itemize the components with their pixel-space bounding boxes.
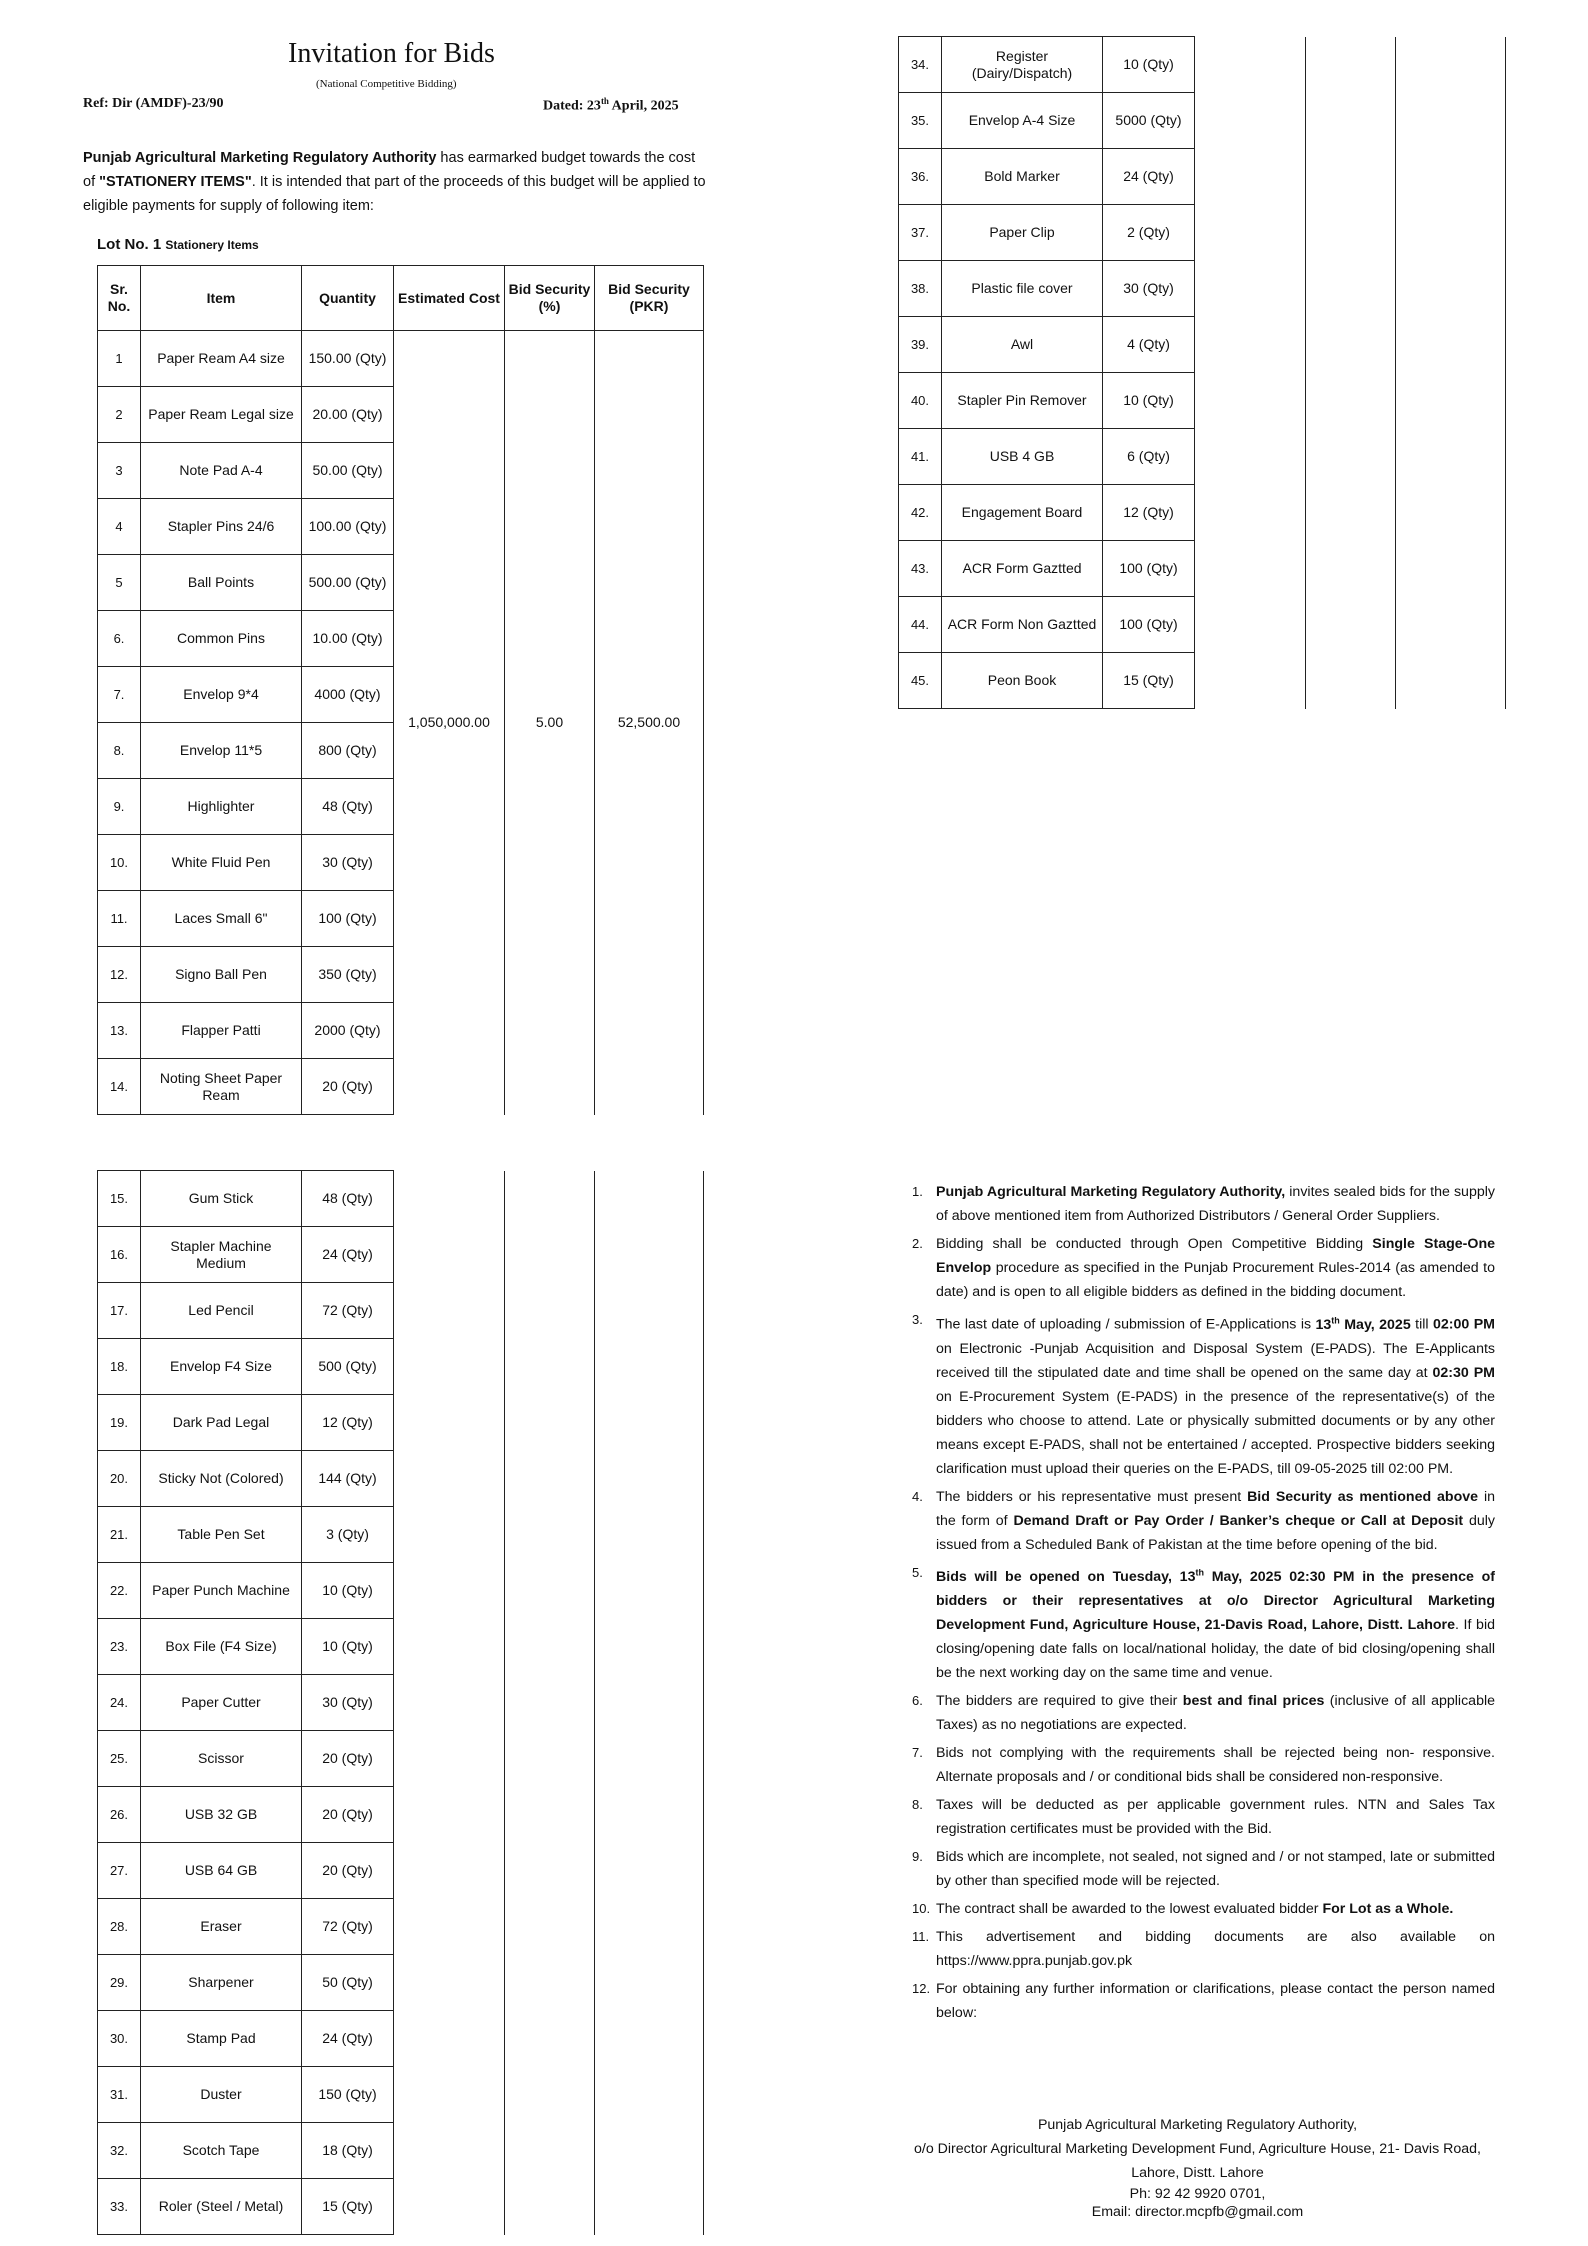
quantity-cell: 10 (Qty)	[1103, 373, 1195, 429]
sr-cell: 11.	[98, 891, 141, 947]
sr-cell: 34.	[899, 37, 942, 93]
item-cell: Stamp Pad	[141, 2011, 302, 2067]
table-row	[899, 373, 1506, 429]
quantity-cell: 100 (Qty)	[1103, 597, 1195, 653]
quantity-cell: 100 (Qty)	[1103, 541, 1195, 597]
bid-items-table-part1	[97, 265, 704, 1115]
item-cell: Paper Ream A4 size	[141, 331, 302, 387]
item-cell: USB 4 GB	[942, 429, 1103, 485]
sr-cell: 10.	[98, 835, 141, 891]
item-cell: Duster	[141, 2067, 302, 2123]
table-row	[899, 653, 1506, 709]
sr-cell: 18.	[98, 1339, 141, 1395]
sr-cell: 3	[98, 443, 141, 499]
empty-cell	[394, 1339, 505, 1395]
contact-block	[900, 2113, 1495, 2221]
quantity-cell: 350 (Qty)	[302, 947, 394, 1003]
empty-cell	[1396, 373, 1506, 429]
term-item: 6. The bidders are required to give their best and final prices (inclusive of all applicable Taxes) as no negotiations are expected.	[912, 1693, 1496, 1734]
item-cell: Dark Pad Legal	[141, 1395, 302, 1451]
header-quantity: Quantity	[302, 266, 394, 331]
term-item: 3. The last date of uploading / submission of E-Applications is 13th May, 2025 till 02:00 PM on Electronic -Punjab Acquisition and Disposal System (E-PADS). The E-Applicants received till the stipulated date and time shall be opened on the same day at 02:30 PM on E-Procurement System (E-PADS) in the presence of the representative(s) of the bidders who choose to attend. Late or physically submitted documents or by any other means except E-PADS, shall not be entertained / accepted. Prospective bidders seeking clarification must upload their queries on the E-PADS, till 09-05-2025 till 02:00 PM.	[912, 1312, 1495, 1477]
item-cell: Paper Ream Legal size	[141, 387, 302, 443]
sr-cell: 15.	[98, 1171, 141, 1227]
item-cell: Envelop 9*4	[141, 667, 302, 723]
empty-cell	[394, 1843, 505, 1899]
table-row	[98, 1563, 704, 1619]
quantity-cell: 50.00 (Qty)	[302, 443, 394, 499]
table-row	[899, 261, 1506, 317]
item-cell: Note Pad A-4	[141, 443, 302, 499]
sr-cell: 23.	[98, 1619, 141, 1675]
intro-paragraph: Punjab Agricultural Marketing Regulatory Authority has earmarked budget towards the cost of "STATIONERY ITEMS". It is intended that part of the proceeds of this budget will be applied to eligible payments for supply of following item:	[83, 150, 706, 214]
sr-cell: 20.	[98, 1451, 141, 1507]
quantity-cell: 150.00 (Qty)	[302, 331, 394, 387]
item-cell: Common Pins	[141, 611, 302, 667]
quantity-cell: 24 (Qty)	[1103, 149, 1195, 205]
quantity-cell: 24 (Qty)	[302, 1227, 394, 1283]
table-row	[98, 1227, 704, 1283]
item-cell: Sharpener	[141, 1955, 302, 2011]
item-cell: Paper Cutter	[141, 1675, 302, 1731]
table-body	[98, 331, 704, 1115]
item-cell: Eraser	[141, 1899, 302, 1955]
table-row	[98, 1619, 704, 1675]
header-bid-security-pct: Bid Security (%)	[505, 266, 595, 331]
sr-cell: 26.	[98, 1787, 141, 1843]
sr-cell: 38.	[899, 261, 942, 317]
estimated-cost-cell: 1,050,000.00	[394, 331, 505, 1115]
bid-items-table-part2	[97, 1170, 704, 2235]
item-cell: Paper Clip	[942, 205, 1103, 261]
sr-cell: 21.	[98, 1507, 141, 1563]
empty-cell	[505, 1395, 595, 1451]
item-cell: Stapler Pins 24/6	[141, 499, 302, 555]
empty-cell	[1396, 485, 1506, 541]
sr-cell: 16.	[98, 1227, 141, 1283]
sr-cell: 13.	[98, 1003, 141, 1059]
quantity-cell: 10 (Qty)	[302, 1619, 394, 1675]
item-cell: Gum Stick	[141, 1171, 302, 1227]
sr-cell: 42.	[899, 485, 942, 541]
bid-items-table-part3	[898, 36, 1506, 709]
sr-cell: 32.	[98, 2123, 141, 2179]
quantity-cell: 15 (Qty)	[1103, 653, 1195, 709]
item-cell: Box File (F4 Size)	[141, 1619, 302, 1675]
quantity-cell: 20.00 (Qty)	[302, 387, 394, 443]
sr-cell: 24.	[98, 1675, 141, 1731]
item-cell: Envelop F4 Size	[141, 1339, 302, 1395]
empty-cell	[595, 2011, 704, 2067]
table-row	[899, 37, 1506, 93]
empty-cell	[505, 2067, 595, 2123]
term-item: 7. Bids not complying with the requirements shall be rejected being non- responsive. Alternate proposals and / or conditional bids shall be considered non-responsive.	[912, 1745, 1495, 1786]
table-row	[98, 1731, 704, 1787]
empty-cell	[1306, 597, 1396, 653]
item-cell: Led Pencil	[141, 1283, 302, 1339]
quantity-cell: 10.00 (Qty)	[302, 611, 394, 667]
header-item: Item	[141, 266, 302, 331]
sr-cell: 19.	[98, 1395, 141, 1451]
empty-cell	[1195, 597, 1306, 653]
empty-cell	[1396, 93, 1506, 149]
contact-phone: Ph: 92 42 9920 0701,	[1129, 2186, 1266, 2202]
empty-cell	[394, 2123, 505, 2179]
sr-cell: 7.	[98, 667, 141, 723]
empty-cell	[394, 1395, 505, 1451]
table-row	[899, 429, 1506, 485]
bid-security-pkr-cell: 52,500.00	[595, 331, 704, 1115]
table-row	[98, 1787, 704, 1843]
reference-number: Ref: Dir (AMDF)-23/90	[83, 96, 224, 111]
bid-security-pct-cell: 5.00	[505, 331, 595, 1115]
empty-cell	[595, 1227, 704, 1283]
quantity-cell: 12 (Qty)	[302, 1395, 394, 1451]
table-row	[899, 317, 1506, 373]
empty-cell	[505, 1339, 595, 1395]
sr-cell: 6.	[98, 611, 141, 667]
quantity-cell: 20 (Qty)	[302, 1787, 394, 1843]
term-item: 1. Punjab Agricultural Marketing Regulatory Authority, invites sealed bids for the supply of above mentioned item from Authorized Distributors / General Order Suppliers.	[912, 1184, 1495, 1224]
item-cell: Stapler Pin Remover	[942, 373, 1103, 429]
quantity-cell: 800 (Qty)	[302, 723, 394, 779]
empty-cell	[394, 1227, 505, 1283]
table-row	[98, 2011, 704, 2067]
quantity-cell: 18 (Qty)	[302, 2123, 394, 2179]
item-cell: White Fluid Pen	[141, 835, 302, 891]
table-row	[899, 597, 1506, 653]
empty-cell	[394, 1507, 505, 1563]
empty-cell	[1195, 653, 1306, 709]
empty-cell	[1306, 261, 1396, 317]
empty-cell	[595, 1395, 704, 1451]
table-row	[98, 331, 704, 387]
quantity-cell: 72 (Qty)	[302, 1899, 394, 1955]
empty-cell	[394, 1619, 505, 1675]
empty-cell	[394, 2179, 505, 2235]
sr-cell: 22.	[98, 1563, 141, 1619]
item-cell: USB 64 GB	[141, 1843, 302, 1899]
empty-cell	[394, 2067, 505, 2123]
empty-cell	[505, 2179, 595, 2235]
table-row	[98, 1507, 704, 1563]
sr-cell: 9.	[98, 779, 141, 835]
sr-cell: 31.	[98, 2067, 141, 2123]
item-cell: Ball Points	[141, 555, 302, 611]
empty-cell	[394, 1675, 505, 1731]
sr-cell: 2	[98, 387, 141, 443]
sr-cell: 33.	[98, 2179, 141, 2235]
quantity-cell: 30 (Qty)	[302, 1675, 394, 1731]
empty-cell	[595, 2123, 704, 2179]
empty-cell	[1396, 205, 1506, 261]
empty-cell	[1396, 261, 1506, 317]
table-row	[98, 1283, 704, 1339]
empty-cell	[505, 1843, 595, 1899]
empty-cell	[505, 1563, 595, 1619]
sr-cell: 37.	[899, 205, 942, 261]
item-cell: Stapler Machine Medium	[141, 1227, 302, 1283]
item-cell: Flapper Patti	[141, 1003, 302, 1059]
term-item: 4. The bidders or his representative must present Bid Security as mentioned above in the form of Demand Draft or Pay Order / Banker’s cheque or Call at Deposit duly issued from a Scheduled Bank of Pakistan at the time before opening of the bid.	[912, 1488, 1496, 1553]
sr-cell: 14.	[98, 1059, 141, 1115]
sr-cell: 29.	[98, 1955, 141, 2011]
contact-address: o/o Director Agricultural Marketing Development Fund, Agriculture House, 21- Davis Road, Lahore, Distt. Lahore	[914, 2141, 1481, 2181]
empty-cell	[505, 1171, 595, 1227]
empty-cell	[505, 1227, 595, 1283]
quantity-cell: 48 (Qty)	[302, 1171, 394, 1227]
contact-org: Punjab Agricultural Marketing Regulatory Authority,	[1037, 2117, 1358, 2133]
lot-heading: Lot No. 1 Stationery Items	[97, 236, 259, 253]
item-cell: Table Pen Set	[141, 1507, 302, 1563]
table-body	[98, 1171, 704, 2235]
empty-cell	[505, 1955, 595, 2011]
sr-cell: 17.	[98, 1283, 141, 1339]
quantity-cell: 100.00 (Qty)	[302, 499, 394, 555]
quantity-cell: 144 (Qty)	[302, 1451, 394, 1507]
empty-cell	[595, 1675, 704, 1731]
table-row	[899, 541, 1506, 597]
item-cell: USB 32 GB	[141, 1787, 302, 1843]
table-row	[899, 205, 1506, 261]
quantity-cell: 4 (Qty)	[1103, 317, 1195, 373]
sr-cell: 45.	[899, 653, 942, 709]
empty-cell	[505, 1507, 595, 1563]
empty-cell	[505, 2011, 595, 2067]
empty-cell	[595, 1843, 704, 1899]
empty-cell	[394, 1731, 505, 1787]
quantity-cell: 2000 (Qty)	[302, 1003, 394, 1059]
empty-cell	[595, 1339, 704, 1395]
quantity-cell: 5000 (Qty)	[1103, 93, 1195, 149]
header-sr-no: Sr. No.	[98, 266, 141, 331]
table-row	[899, 485, 1506, 541]
sr-cell: 1	[98, 331, 141, 387]
empty-cell	[595, 1787, 704, 1843]
item-cell: Awl	[942, 317, 1103, 373]
sr-cell: 5	[98, 555, 141, 611]
sr-cell: 28.	[98, 1899, 141, 1955]
quantity-cell: 10 (Qty)	[302, 1563, 394, 1619]
quantity-cell: 3 (Qty)	[302, 1507, 394, 1563]
empty-cell	[1306, 373, 1396, 429]
table-row	[98, 1843, 704, 1899]
empty-cell	[595, 1283, 704, 1339]
empty-cell	[1396, 541, 1506, 597]
item-cell: Engagement Board	[942, 485, 1103, 541]
term-item: 2. Bidding shall be conducted through Open Competitive Bidding Single Stage-One Envelop procedure as specified in the Punjab Procurement Rules-2014 (as amended to date) and is open to all eligible bidders as defined in the bidding document.	[912, 1236, 1496, 1300]
quantity-cell: 15 (Qty)	[302, 2179, 394, 2235]
table-row	[98, 1675, 704, 1731]
quantity-cell: 12 (Qty)	[1103, 485, 1195, 541]
table-row	[899, 93, 1506, 149]
empty-cell	[1396, 37, 1506, 93]
empty-cell	[394, 1787, 505, 1843]
table-row	[98, 1899, 704, 1955]
empty-cell	[1306, 541, 1396, 597]
quantity-cell: 4000 (Qty)	[302, 667, 394, 723]
sr-cell: 27.	[98, 1843, 141, 1899]
sr-cell: 35.	[899, 93, 942, 149]
empty-cell	[595, 1955, 704, 2011]
sr-cell: 44.	[899, 597, 942, 653]
table-row	[98, 1451, 704, 1507]
empty-cell	[1396, 429, 1506, 485]
empty-cell	[1396, 317, 1506, 373]
empty-cell	[1195, 317, 1306, 373]
sr-cell: 36.	[899, 149, 942, 205]
empty-cell	[1195, 541, 1306, 597]
sr-cell: 41.	[899, 429, 942, 485]
quantity-cell: 6 (Qty)	[1103, 429, 1195, 485]
empty-cell	[1306, 37, 1396, 93]
quantity-cell: 30 (Qty)	[1103, 261, 1195, 317]
empty-cell	[394, 1171, 505, 1227]
empty-cell	[505, 2123, 595, 2179]
item-cell: Paper Punch Machine	[141, 1563, 302, 1619]
sr-cell: 30.	[98, 2011, 141, 2067]
item-cell: Envelop 11*5	[141, 723, 302, 779]
item-cell: Noting Sheet Paper Ream	[141, 1059, 302, 1115]
term-item: 10. The contract shall be awarded to the lowest evaluated bidder For Lot as a Whole.	[912, 1901, 1454, 1918]
sr-cell: 39.	[899, 317, 942, 373]
empty-cell	[394, 1451, 505, 1507]
empty-cell	[1195, 429, 1306, 485]
term-item: 12. For obtaining any further information or clarifications, please contact the person named below:	[912, 1981, 1495, 2022]
sr-cell: 12.	[98, 947, 141, 1003]
quantity-cell: 50 (Qty)	[302, 1955, 394, 2011]
empty-cell	[595, 1451, 704, 1507]
item-cell: Highlighter	[141, 779, 302, 835]
empty-cell	[505, 1619, 595, 1675]
header-bid-security-pkr: Bid Security (PKR)	[595, 266, 704, 331]
item-cell: Register (Dairy/Dispatch)	[942, 37, 1103, 93]
empty-cell	[595, 1731, 704, 1787]
item-cell: Laces Small 6"	[141, 891, 302, 947]
empty-cell	[595, 1507, 704, 1563]
quantity-cell: 72 (Qty)	[302, 1283, 394, 1339]
empty-cell	[1396, 653, 1506, 709]
empty-cell	[394, 1899, 505, 1955]
table-body	[899, 37, 1506, 709]
header-estimated-cost: Estimated Cost	[394, 266, 505, 331]
empty-cell	[1396, 597, 1506, 653]
quantity-cell: 24 (Qty)	[302, 2011, 394, 2067]
empty-cell	[595, 1171, 704, 1227]
item-cell: Roler (Steel / Metal)	[141, 2179, 302, 2235]
quantity-cell: 20 (Qty)	[302, 1731, 394, 1787]
term-item: 9. Bids which are incomplete, not sealed, not signed and / or not stamped, late or submitted by other than specified mode will be rejected.	[912, 1849, 1495, 1890]
quantity-cell: 500 (Qty)	[302, 1339, 394, 1395]
empty-cell	[505, 1787, 595, 1843]
term-item: 8. Taxes will be deducted as per applicable government rules. NTN and Sales Tax registration certificates must be provided with the Bid.	[912, 1797, 1495, 1838]
empty-cell	[505, 1675, 595, 1731]
document-title: Invitation for Bids	[288, 38, 495, 69]
empty-cell	[1306, 317, 1396, 373]
term-item: 11. This advertisement and bidding documents are also available on https://www.ppra.punjab.gov.pk	[912, 1929, 1495, 1970]
item-cell: Sticky Not (Colored)	[141, 1451, 302, 1507]
sr-cell: 25.	[98, 1731, 141, 1787]
item-cell: Plastic file cover	[942, 261, 1103, 317]
empty-cell	[1195, 261, 1306, 317]
term-item: 5. Bids will be opened on Tuesday, 13th May, 2025 02:30 PM in the presence of bidders or their representatives at o/o Director Agricultural Marketing Development Fund, Agriculture House, 21-Davis Road, Lahore, Distt. Lahore. If bid closing/opening date falls on local/national holiday, the date of bid closing/opening shall be the next working day on the same time and venue.	[912, 1564, 1495, 1682]
sr-cell: 4	[98, 499, 141, 555]
quantity-cell: 20 (Qty)	[302, 1843, 394, 1899]
empty-cell	[595, 1619, 704, 1675]
empty-cell	[595, 1563, 704, 1619]
item-cell: Bold Marker	[942, 149, 1103, 205]
sr-cell: 8.	[98, 723, 141, 779]
quantity-cell: 100 (Qty)	[302, 891, 394, 947]
item-cell: Scotch Tape	[141, 2123, 302, 2179]
empty-cell	[1396, 149, 1506, 205]
sr-cell: 43.	[899, 541, 942, 597]
table-row	[98, 2067, 704, 2123]
quantity-cell: 10 (Qty)	[1103, 37, 1195, 93]
empty-cell	[1195, 205, 1306, 261]
empty-cell	[1195, 149, 1306, 205]
empty-cell	[595, 2067, 704, 2123]
empty-cell	[1195, 93, 1306, 149]
sr-cell: 40.	[899, 373, 942, 429]
quantity-cell: 2 (Qty)	[1103, 205, 1195, 261]
empty-cell	[505, 1899, 595, 1955]
quantity-cell: 48 (Qty)	[302, 779, 394, 835]
item-cell: Signo Ball Pen	[141, 947, 302, 1003]
empty-cell	[595, 2179, 704, 2235]
quantity-cell: 500.00 (Qty)	[302, 555, 394, 611]
empty-cell	[505, 1731, 595, 1787]
contact-email: Email: director.mcpfb@gmail.com	[1091, 2204, 1304, 2220]
item-cell: Peon Book	[942, 653, 1103, 709]
table-row	[98, 1339, 704, 1395]
item-cell: ACR Form Gaztted	[942, 541, 1103, 597]
empty-cell	[1195, 37, 1306, 93]
empty-cell	[1195, 373, 1306, 429]
empty-cell	[394, 1955, 505, 2011]
quantity-cell: 150 (Qty)	[302, 2067, 394, 2123]
terms-list	[900, 1180, 1495, 2029]
table-row	[98, 2179, 704, 2235]
table-row	[98, 1395, 704, 1451]
empty-cell	[505, 1451, 595, 1507]
item-cell: Scissor	[141, 1731, 302, 1787]
empty-cell	[394, 1563, 505, 1619]
quantity-cell: 20 (Qty)	[302, 1059, 394, 1115]
empty-cell	[595, 1899, 704, 1955]
document-subtitle: (National Competitive Bidding)	[316, 78, 457, 90]
empty-cell	[394, 1283, 505, 1339]
empty-cell	[394, 2011, 505, 2067]
item-cell: ACR Form Non Gaztted	[942, 597, 1103, 653]
empty-cell	[1306, 149, 1396, 205]
table-row	[98, 1955, 704, 2011]
table-row	[98, 1171, 704, 1227]
item-cell: Envelop A-4 Size	[942, 93, 1103, 149]
table-row	[899, 149, 1506, 205]
empty-cell	[1195, 485, 1306, 541]
empty-cell	[505, 1283, 595, 1339]
quantity-cell: 30 (Qty)	[302, 835, 394, 891]
empty-cell	[1306, 205, 1396, 261]
empty-cell	[1306, 653, 1396, 709]
table-row	[98, 2123, 704, 2179]
document-date: Dated: 23th April, 2025	[543, 96, 679, 114]
empty-cell	[1306, 429, 1396, 485]
empty-cell	[1306, 93, 1396, 149]
empty-cell	[1306, 485, 1396, 541]
